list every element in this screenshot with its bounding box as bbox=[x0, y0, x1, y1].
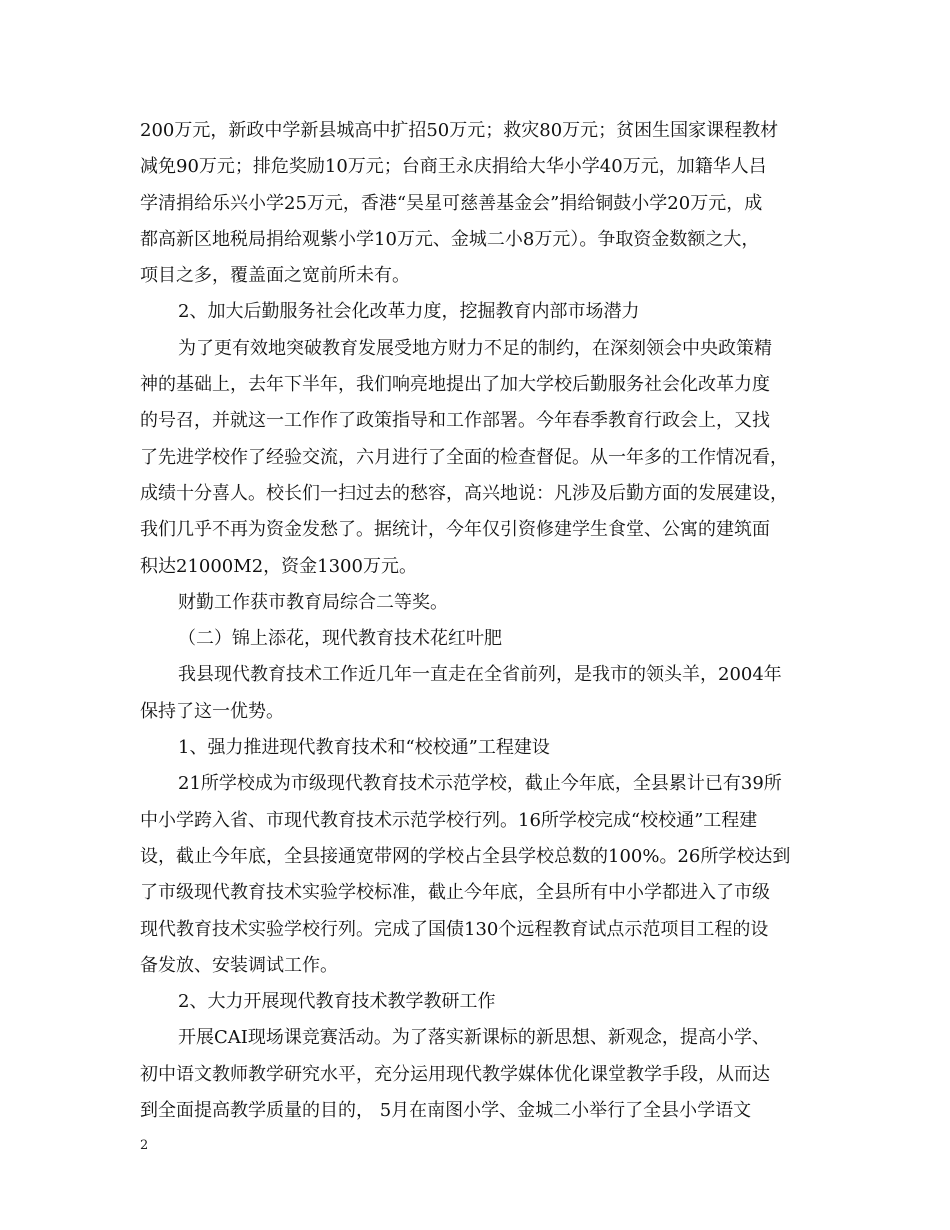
document-body bbox=[140, 113, 830, 1129]
text-line: 开展CAI现场课竞赛活动。为了落实新课标的新思想、新观念，提高小学、 bbox=[178, 1027, 770, 1049]
text-line: 到全面提高教学质量的目的， 5月在南图小学、金城二小举行了全县小学语文 bbox=[140, 1100, 752, 1122]
paragraph-funding-list bbox=[140, 113, 830, 294]
text-line: 财勤工作获市教育局综合二等奖。 bbox=[178, 591, 448, 613]
text-line: 了先进学校作了经验交流，六月进行了全面的检查督促。从一年多的工作情况看， bbox=[140, 446, 788, 468]
text-line: 200万元，新政中学新县城高中扩招50万元；救灾80万元；贫困生国家课程教材 bbox=[140, 120, 779, 141]
section-heading bbox=[140, 984, 830, 1020]
heading-line: 2、加大后勤服务社会化改革力度，挖掘教育内部市场潜力 bbox=[178, 301, 640, 323]
paragraph-tech-overview bbox=[140, 657, 830, 730]
paragraph-school-network bbox=[140, 766, 830, 984]
text-line: 项目之多，覆盖面之宽前所未有。 bbox=[140, 265, 410, 287]
heading-line: （二）锦上添花，现代教育技术花红叶肥 bbox=[178, 628, 502, 650]
text-line: 的号召，并就这一工作作了政策指导和工作部署。今年春季教育行政会上，又找 bbox=[140, 410, 770, 432]
paragraph-logistics-reform bbox=[140, 331, 830, 585]
text-line: 了市级现代教育技术实验学校标准，截止今年底，全县所有中小学都进入了市级 bbox=[140, 882, 770, 904]
text-line: 备发放、安装调试工作。 bbox=[140, 954, 338, 976]
section-heading bbox=[140, 621, 830, 657]
text-line: 现代教育技术实验学校行列。完成了国债130个远程教育试点示范项目工程的设 bbox=[140, 918, 769, 940]
section-heading bbox=[140, 294, 830, 330]
text-line: 我县现代教育技术工作近几年一直走在全省前列，是我市的领头羊，2004年 bbox=[178, 664, 782, 686]
paragraph-cai-competition bbox=[140, 1020, 830, 1129]
text-line: 我们几乎不再为资金发愁了。据统计，今年仅引资修建学生食堂、公寓的建筑面 bbox=[140, 519, 770, 541]
heading-line: 1、强力推进现代教育技术和“校校通”工程建设 bbox=[178, 737, 550, 759]
heading-line: 2、大力开展现代教育技术教学教研工作 bbox=[178, 991, 496, 1013]
text-line: 保持了这一优势。 bbox=[140, 700, 284, 722]
text-line: 积达21000M2，资金1300万元。 bbox=[140, 555, 417, 577]
text-line: 减免90万元；排危奖励10万元；台商王永庆捐给大华小学40万元，加籍华人吕 bbox=[140, 156, 767, 178]
text-line: 学清捐给乐兴小学25万元，香港“吴星可慈善基金会”捐给铜鼓小学20万元，成 bbox=[140, 192, 763, 214]
text-line: 初中语文教师教学研究水平，充分运用现代教学媒体优化课堂教学手段，从而达 bbox=[140, 1063, 770, 1085]
page-number: 2 bbox=[140, 1138, 149, 1153]
text-line: 为了更有效地突破教育发展受地方财力不足的制约，在深刻领会中央政策精 bbox=[178, 337, 772, 359]
text-line: 都高新区地税局捐给观紫小学10万元、金城二小8万元）。争取资金数额之大， bbox=[140, 228, 760, 250]
section-heading bbox=[140, 730, 830, 766]
text-line: 成绩十分喜人。校长们一扫过去的愁容，高兴地说：凡涉及后勤方面的发展建设， bbox=[140, 482, 788, 504]
paragraph-award bbox=[140, 585, 830, 621]
text-line: 21所学校成为市级现代教育技术示范学校，截止今年底，全县累计已有39所 bbox=[178, 773, 782, 795]
text-line: 设，截止今年底，全县接通宽带网的学校占全县学校总数的100%。26所学校达到 bbox=[140, 845, 791, 867]
text-line: 中小学跨入省、市现代教育技术示范学校行列。16所学校完成“校校通”工程建 bbox=[140, 809, 758, 831]
text-line: 神的基础上，去年下半年，我们响亮地提出了加大学校后勤服务社会化改革力度 bbox=[140, 374, 770, 396]
